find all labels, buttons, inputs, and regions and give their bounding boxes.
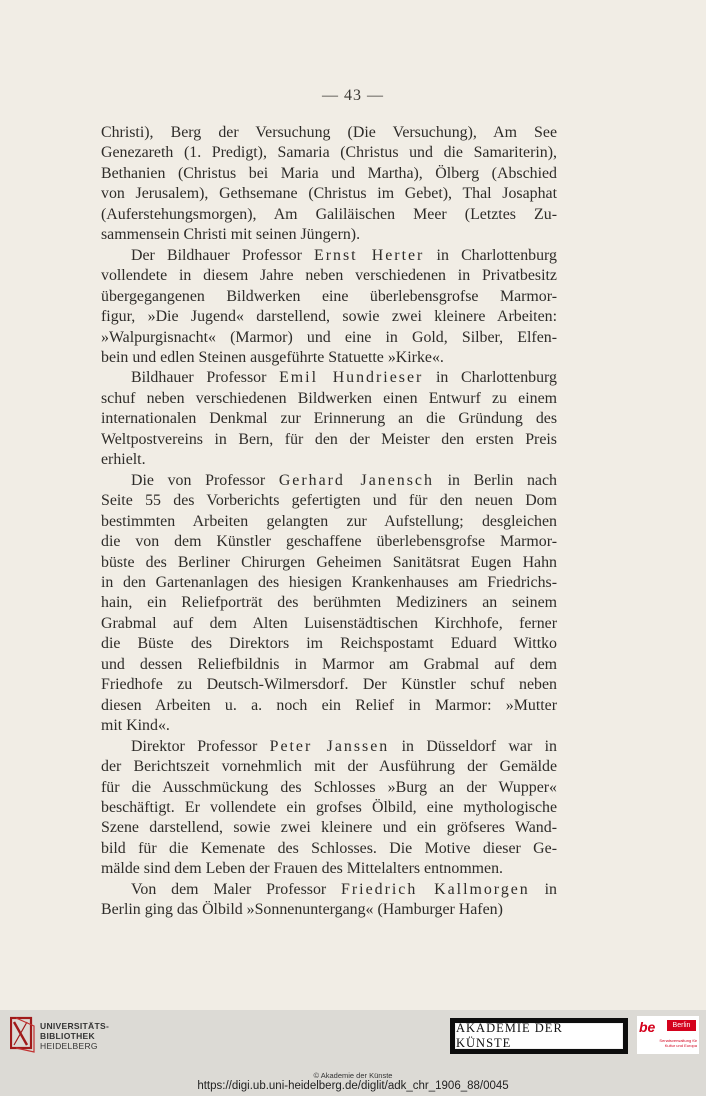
text-line: erhielt.	[101, 451, 146, 469]
text-line	[101, 246, 557, 266]
text-line: Seite 55 des Vorberichts gefertigten und für den neuen Dom	[101, 492, 557, 510]
text-line: schuf neben verschiedenen Bildwerken einen Entwurf zu einem	[101, 389, 557, 407]
text-line: Grabmal auf dem Alten Luisenstädtischen Kirchhofe, ferner	[101, 614, 557, 632]
library-line-3: HEIDELBERG	[40, 1041, 98, 1051]
text-line: Bethanien (Christus bei Maria und Martha), Ölberg (Abschied	[101, 164, 557, 182]
text-line: beschäftigt. Er vollendete ein grofses Ölbild, eine mythologische	[101, 798, 557, 816]
permalink-url[interactable]: https://digi.ub.uni-heidelberg.de/diglit/adk_chr_1906_88/0045	[197, 1080, 509, 1092]
text-line: Genezareth (1. Predigt), Samaria (Christus und die Samariterin),	[101, 144, 557, 162]
line-text: in Düsseldorf war in	[389, 737, 557, 755]
university-library-label[interactable]	[40, 1021, 109, 1051]
library-line-2: BIBLIOTHEK	[40, 1031, 95, 1041]
text-line: büste des Berliner Chirurgen Geheimen Sanitätsrat Eugen Hahn	[101, 553, 557, 571]
body-text	[101, 123, 557, 921]
text-line: der Berichtszeit vornehmlich mit der Ausführung der Gemälde	[101, 758, 557, 776]
person-name: Gerhard Janensch	[278, 471, 434, 489]
text-line: für die Ausschmückung des Schlosses »Burg an der Wupper«	[101, 778, 557, 796]
text-line: bestimmten Arbeiten gelangten zur Aufstellung; desgleichen	[101, 512, 557, 530]
person-name: Emil Hundrieser	[279, 369, 424, 387]
person-name: Ernst Herter	[314, 246, 425, 264]
page-number: — 43 —	[322, 87, 384, 104]
text-line	[101, 737, 557, 757]
university-library-logo-icon[interactable]	[10, 1016, 36, 1054]
person-name: Friedrich Kallmorgen	[341, 880, 530, 898]
text-line: bild für die Kemenate des Schlosses. Die Motive dieser Ge-	[101, 839, 557, 857]
paragraph-lead: Von dem Maler Professor	[131, 880, 342, 898]
line-text: in	[529, 880, 557, 898]
text-line: »Walpurgisnacht« (Marmor) und eine in Gold, Silber, Elfen-	[101, 328, 557, 346]
text-line: die von dem Künstler geschaffene überlebensgrofse Marmor-	[101, 533, 557, 551]
text-line: Christi), Berg der Versuchung (Die Versuchung), Am See	[101, 124, 557, 141]
paragraph-lead: Der Bildhauer Professor	[131, 246, 315, 264]
text-line	[101, 368, 557, 388]
line-text: in Charlottenburg	[423, 369, 557, 387]
person-name: Peter Janssen	[269, 737, 390, 755]
text-line: Friedhofe zu Deutsch-Wilmersdorf. Der Künstler schuf neben	[101, 676, 557, 694]
text-line: die Büste des Direktors im Reichspostamt Eduard Wittko	[101, 635, 557, 653]
text-line: sammensein Christi mit seinen Jüngern).	[101, 226, 361, 244]
text-line: in den Gartenanlagen des hiesigen Krankenhauses am Friedrichs-	[101, 573, 557, 591]
text-line: mit Kind«.	[101, 717, 170, 735]
paragraph-lead: Bildhauer Professor	[131, 369, 280, 387]
text-line: (Auferstehungsmorgen), Am Galiläischen Meer (Letztes Zu-	[101, 205, 557, 223]
text-line: von Jerusalem), Gethsemane (Christus im Gebet), Thal Josaphat	[101, 185, 557, 203]
text-line: Weltpostvereins in Bern, für den der Meister den ersten Preis	[101, 430, 557, 448]
library-line-1: UNIVERSITÄTS-	[40, 1021, 110, 1031]
text-line: Szene darstellend, sowie zwei kleinere und ein gröfseres Wand-	[101, 819, 557, 837]
text-line: und dessen Reliefbildnis in Marmor am Grabmal auf dem	[101, 655, 557, 673]
text-line: figur, »Die Jugend« darstellend, sowie zwei kleinere Arbeiten:	[101, 308, 557, 326]
text-line: diesen Arbeiten u. a. noch ein Relief in Marmor: »Mutter	[101, 696, 557, 714]
paragraph-lead: Direktor Professor	[131, 737, 270, 755]
berlin-be-mark: be	[639, 1019, 656, 1035]
text-line: bein und edlen Steinen ausgeführte Statuette »Kirke«.	[101, 348, 444, 366]
academy-logo[interactable]	[450, 1018, 628, 1054]
berlin-senate-logo[interactable]	[637, 1016, 699, 1054]
copyright-notice: © Akademie der Künste	[313, 1071, 393, 1080]
text-line	[101, 471, 557, 491]
line-text: in Charlottenburg	[424, 246, 557, 264]
paragraph-lead: Die von Professor	[131, 471, 279, 489]
text-line	[101, 880, 557, 900]
text-line: übergegangenen Bildwerken eine überlebensgrofse Marmor-	[101, 287, 557, 305]
berlin-subtitle: Senatsverwaltung für Kultur und Europa	[659, 1038, 697, 1048]
text-line: mälde sind dem Leben der Frauen des Mittelalters entnommen.	[101, 860, 504, 878]
text-line: internationalen Denkmal zur Erinnerung an die Gründung des	[101, 410, 557, 428]
academy-logo-text: AKADEMIE DER KÜNSTE	[455, 1023, 623, 1049]
berlin-tag: Berlin	[667, 1020, 696, 1031]
text-line: Berlin ging das Ölbild »Sonnenuntergang« (Hamburger Hafen)	[101, 901, 503, 919]
text-line: vollendete in diesem Jahre neben verschiedenen in Privatbesitz	[101, 267, 557, 285]
text-line: hain, ein Reliefporträt des berühmten Mediziners an seinem	[101, 594, 557, 612]
line-text: in Berlin nach	[433, 471, 557, 489]
